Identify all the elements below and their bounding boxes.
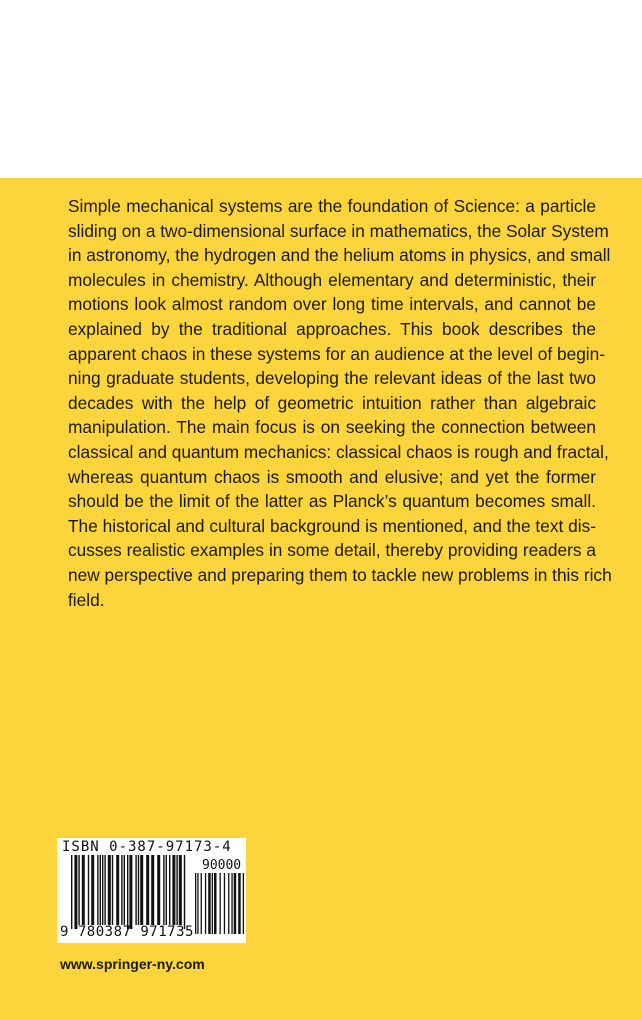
barcode-bar	[88, 855, 89, 925]
blurb-line: new perspective and preparing them to tackle new problems in this rich	[68, 564, 612, 585]
blurb-line: cusses realistic examples in some detail, thereby providing readers a	[68, 540, 596, 561]
barcode-bar	[169, 855, 170, 925]
barcode-bar	[163, 855, 164, 925]
barcode-bar	[234, 873, 237, 934]
blurb-line: ning graduate students, developing the relevant ideas of the last two	[68, 368, 596, 389]
barcode-bar	[220, 873, 221, 934]
blurb-line: classical and quantum mechanics: classical chaos is rough and fractal,	[68, 441, 609, 462]
barcode-bar	[140, 855, 143, 925]
barcode-bar	[108, 855, 111, 925]
blurb-line: whereas quantum chaos is smooth and elusive; and yet the former	[68, 466, 596, 487]
isbn-barcode	[57, 838, 246, 943]
barcode-bar	[212, 873, 213, 934]
blurb-line: should be the limit of the latter as Planck’s quantum becomes small.	[68, 491, 596, 512]
barcode-bar	[151, 855, 154, 925]
barcode-bar	[104, 855, 105, 925]
barcode-bar	[197, 873, 198, 934]
blank-top-area	[0, 0, 642, 178]
barcode-bar	[214, 873, 217, 934]
barcode-bar	[91, 855, 94, 925]
barcode-bar	[135, 855, 136, 925]
barcode-bar	[112, 855, 113, 925]
price-addon-number: 90000	[202, 858, 242, 873]
barcode-bar	[124, 855, 125, 925]
barcode-bar	[116, 855, 119, 925]
blurb-line: apparent chaos in these systems for an audience at the level of begin-	[68, 343, 606, 364]
blurb-line: motions look almost random over long time intervals, and cannot be	[68, 294, 596, 315]
blurb-line: explained by the traditional approaches. This book describes the	[68, 318, 596, 339]
barcode-bar	[231, 873, 232, 934]
barcode-bar	[179, 855, 182, 925]
barcode-bar	[157, 855, 160, 925]
barcode-bar	[243, 873, 244, 934]
blurb-line: field.	[68, 589, 105, 610]
barcode-bar	[224, 873, 225, 934]
blurb-line: molecules in chemistry. Although elementary and deterministic, their	[68, 269, 596, 290]
barcode-bar	[195, 873, 196, 934]
barcode-bar	[127, 855, 128, 929]
barcode-bar	[100, 855, 101, 925]
barcode-bar	[121, 855, 122, 925]
barcode-bar	[102, 855, 103, 925]
barcode-bar	[78, 855, 79, 925]
blurb-text	[68, 194, 612, 612]
barcode-bar	[201, 873, 202, 934]
blurb-line: sliding on a two-dimensional surface in mathematics, the Solar System	[68, 220, 609, 241]
barcode-bar	[176, 855, 177, 925]
barcode-bar	[184, 855, 185, 929]
blurb-line: decades with the help of geometric intuition rather than algebraic	[68, 392, 596, 413]
publisher-url: www.springer-ny.com	[60, 956, 205, 972]
barcode-bar	[166, 855, 167, 925]
isbn-label: ISBN 0-387-97173-4	[62, 839, 232, 855]
barcode-bar	[71, 855, 72, 929]
barcode-bar	[82, 855, 85, 925]
blurb-line: The historical and cultural background is mentioned, and the text dis-	[68, 515, 596, 536]
ean-number: 9 780387 971735	[60, 924, 194, 940]
barcode-bar	[208, 873, 211, 934]
barcode-bar	[205, 873, 206, 934]
barcode-bar	[138, 855, 139, 925]
blurb-line: Simple mechanical systems are the foundation of Science: a particle	[68, 196, 596, 216]
barcode-bar	[228, 873, 229, 934]
barcode-bar	[74, 855, 77, 929]
blurb-line: manipulation. The main focus is on seeking the connection between	[68, 417, 596, 438]
barcode-bar	[172, 855, 175, 925]
barcode-bar	[146, 855, 149, 925]
barcode-bar	[238, 873, 241, 934]
barcode-bar	[97, 855, 98, 925]
blurb-line: in astronomy, the hydrogen and the helium atoms in physics, and small	[68, 245, 611, 266]
barcode-bar	[129, 855, 132, 929]
